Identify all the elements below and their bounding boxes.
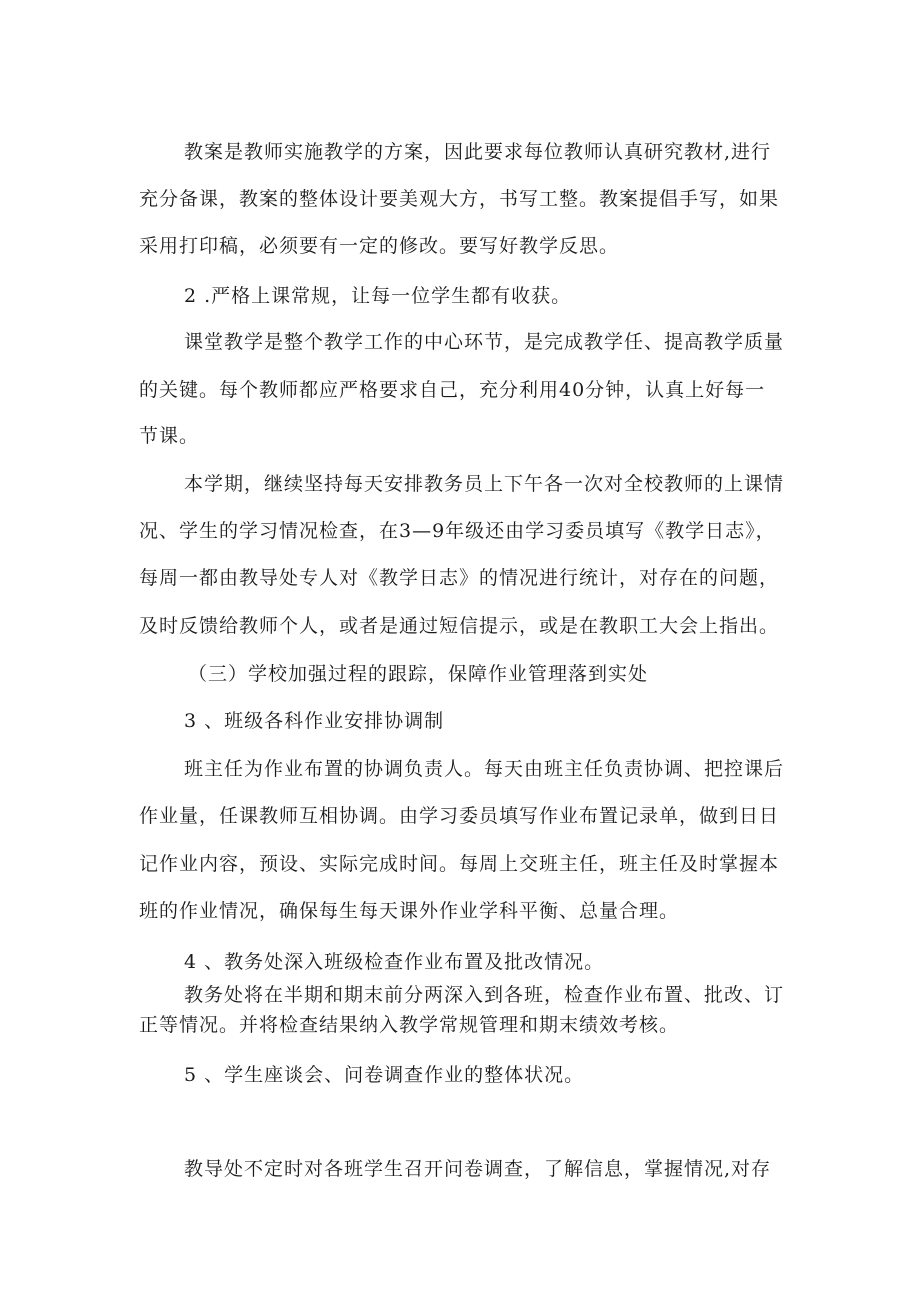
paragraph-line: 及时反馈给教师个人，或者是通过短信提示，或是在教职工大会上指出。 — [139, 615, 780, 637]
paragraph-line: 教务处将在半期和期末前分两深入到各班，检查作业布置、批改、订 — [184, 984, 785, 1006]
paragraph-line: 作业量，任课教师互相协调。由学习委员填写作业布置记录单，做到日日 — [139, 805, 780, 827]
paragraph-line: 采用打印稿，必须要有一定的修改。要写好教学反思。 — [139, 235, 620, 257]
section-heading: （三）学校加强过程的跟踪，保障作业管理落到实处 — [188, 663, 649, 685]
paragraph-line: 正等情况。并将检查结果纳入教学常规管理和期末绩效考核。 — [139, 1014, 680, 1036]
paragraph-line: 记作业内容，预设、实际完成时间。每周上交班主任，班主任及时掌握本 — [139, 853, 780, 875]
paragraph-line: 本学期，继续坚持每天安排教务员上下午各一次对全校教师的上课情 — [184, 473, 785, 495]
paragraph-line: 每周一都由教导处专人对《教学日志》的情况进行统计，对存在的问题， — [139, 567, 780, 589]
section-heading: 2 .严格上课常规，让每一位学生都有收获。 — [184, 285, 572, 307]
paragraph-line: 况、学生的学习情况检查，在3—9年级还由学习委员填写《教学日志》， — [139, 520, 776, 542]
section-heading: 5 、学生座谈会、问卷调查作业的整体状况。 — [184, 1064, 585, 1086]
paragraph-line: 班的作业情况，确保每生每天课外作业学科平衡、总量合理。 — [139, 900, 680, 922]
paragraph-line: 的关键。每个教师都应严格要求自己，充分利用40分钟，认真上好每一 — [139, 379, 766, 401]
paragraph-line: 教导处不定时对各班学生召开问卷调查，了解信息，掌握情况,对存 — [184, 1158, 772, 1180]
section-heading: 3 、班级各科作业安排协调制 — [184, 710, 445, 732]
paragraph-line: 充分备课，教案的整体设计要美观大方，书写工整。教案提倡手写，如果 — [139, 188, 780, 210]
paragraph-line: 班主任为作业布置的协调负责人。每天由班主任负责协调、把控课后 — [184, 758, 785, 780]
paragraph-line: 课堂教学是整个教学工作的中心环节，是完成教学任、提高教学质量 — [184, 331, 785, 353]
paragraph-line: 节课。 — [139, 425, 200, 447]
section-heading: 4 、教务处深入班级检查作业布置及批改情况。 — [184, 951, 605, 973]
paragraph-line: 教案是教师实施教学的方案，因此要求每位教师认真研究教材,进行 — [184, 141, 772, 163]
